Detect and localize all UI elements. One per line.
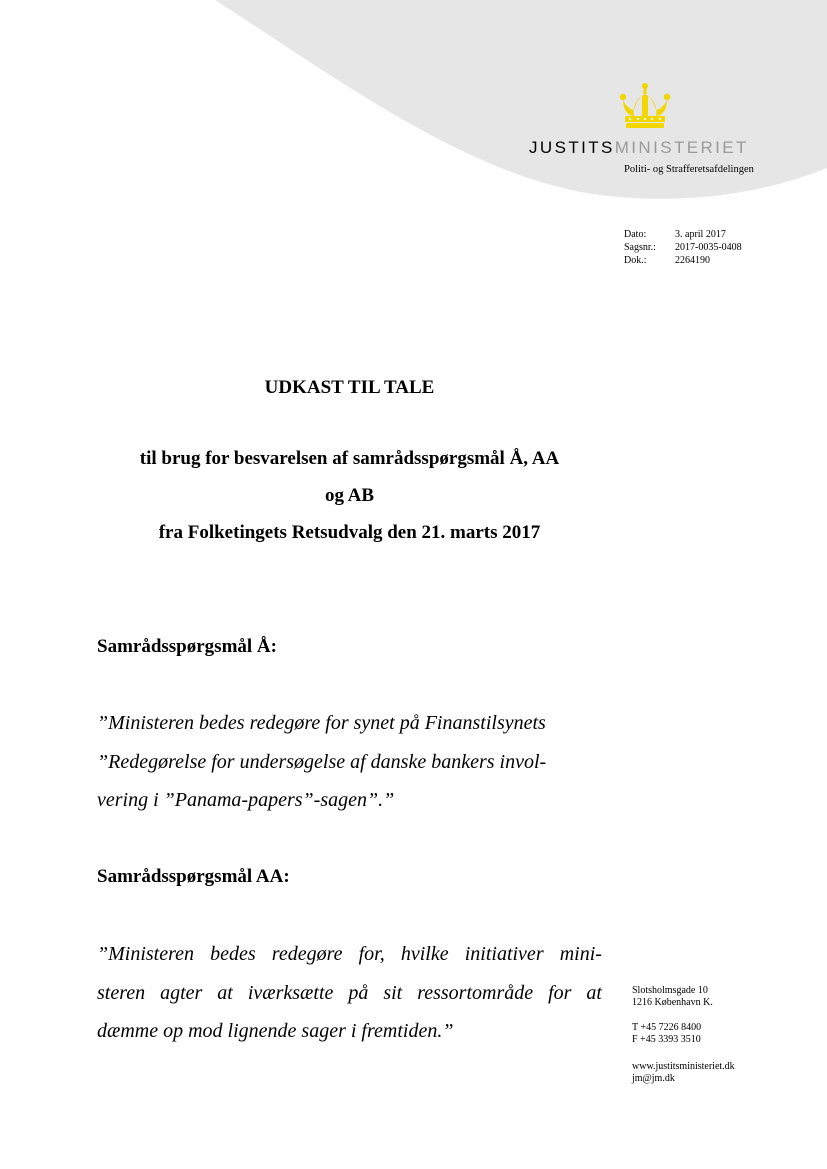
quote-word: for [548, 981, 572, 1004]
footer-contact [632, 1061, 735, 1085]
meta-row-document [624, 254, 742, 267]
quote-word: at [217, 981, 233, 1004]
section-quote [97, 704, 602, 820]
quote-line [97, 935, 602, 974]
footer-email-link[interactable]: jm@jm.dk [632, 1073, 675, 1084]
page-subtitle [97, 440, 602, 551]
department-name: Politi- og Strafferetsafdelingen [624, 164, 754, 175]
quote-word: ”Ministeren [97, 943, 195, 965]
ministry-logo [529, 138, 749, 158]
footer-address [632, 985, 713, 1009]
section-quote [97, 935, 602, 1051]
footer-city: 1216 København K. [632, 997, 713, 1008]
quote-word: agter [160, 981, 203, 1004]
footer-phone: T +45 7226 8400 [632, 1022, 702, 1033]
quote-line: dæmme op mod lignende sager i fremtiden.” [97, 1020, 454, 1042]
document-metadata [624, 228, 742, 267]
quote-line [97, 974, 602, 1013]
quote-word: ressortområde [417, 981, 534, 1004]
quote-line: vering i ”Panama-papers”-sagen”.” [97, 789, 395, 811]
quote-word: iværksætte [247, 981, 334, 1004]
quote-word: initiativer [464, 943, 544, 965]
quote-word: mini- [559, 943, 602, 965]
meta-label: Dok.: [624, 255, 647, 266]
quote-word: på [348, 981, 369, 1004]
footer-fax: F +45 3393 3510 [632, 1034, 701, 1045]
quote-word: sit [383, 981, 403, 1004]
footer-website-link[interactable]: www.justitsministeriet.dk [632, 1061, 735, 1072]
section-heading: Samrådsspørgsmål AA: [97, 866, 290, 887]
quote-word: hvilke [400, 943, 449, 965]
quote-word: redegøre [271, 943, 343, 965]
quote-word: bedes [210, 943, 256, 965]
quote-word: at [586, 981, 602, 1004]
quote-word: for, [358, 943, 385, 965]
meta-label: Sagsnr.: [624, 242, 656, 253]
subtitle-line: og AB [324, 485, 375, 506]
subtitle-line: fra Folketingets Retsudvalg den 21. marts 2017 [158, 522, 541, 543]
quote-line: ”Redegørelse for undersøgelse af danske bankers invol- [97, 750, 547, 773]
crown-icon [618, 82, 672, 130]
subtitle-line: til brug for besvarelsen af samrådsspørgsmål Å, AA [139, 448, 560, 469]
meta-row-case-number [624, 241, 742, 254]
quote-line: ”Ministeren bedes redegøre for synet på Finanstilsynets [97, 712, 546, 734]
meta-value: 2264190 [675, 255, 710, 266]
section-heading: Samrådsspørgsmål Å: [97, 636, 277, 657]
page-title: UDKAST TIL TALE [264, 377, 435, 398]
meta-value: 3. april 2017 [675, 229, 726, 240]
quote-word: steren [97, 981, 146, 1004]
footer-phone-block [632, 1022, 701, 1046]
meta-value: 2017-0035-0408 [675, 242, 742, 253]
logo-text-justits: JUSTITS [529, 138, 615, 157]
header-swoosh-background [0, 0, 827, 230]
logo-text-ministeriet: MINISTERIET [614, 138, 749, 157]
meta-label: Dato: [624, 229, 647, 240]
footer-street: Slotsholmsgade 10 [632, 985, 708, 996]
meta-row-date [624, 228, 742, 241]
